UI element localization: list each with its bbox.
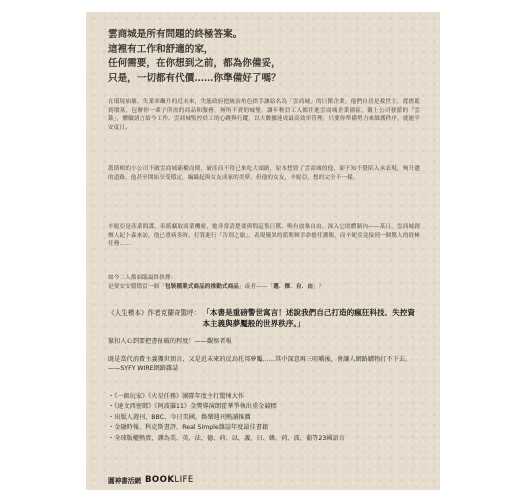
booklife-logo: BOOKLIFE — [144, 475, 194, 485]
accolades-list — [108, 392, 420, 444]
list-item: ・ 金融時報、科克斯書評、Real Simple雜誌年度最佳書籍 — [108, 423, 420, 433]
book-back-cover — [86, 12, 440, 490]
review-quote-1 — [108, 308, 420, 329]
intro-line: 任何需要，在你想到之前，都為你備妥， — [108, 58, 281, 69]
synopsis-paragraph-1: 在環境崩壞、失業率飆升的近未來，失能政府把統治角色拱手讓給名為「雲商城」的巨獸企業，他們自居是救世主，從搖籃到墳墓，包辦你一輩子所需的商品和服務，無所不賣的城堡，讓年輕員工入都住進雲商城企業園區，戴上公司發派的「雲錶」，體驗諸言給今工作、雲商城監控員工的心跳與行蹤，以大數據達成最高效率管理，只要你準備勞力來維護秩序，就能平安度日。 — [108, 99, 420, 131]
choice-option-2: 選．擇．自．由 — [273, 283, 314, 290]
intro-tagline — [108, 28, 428, 86]
review-quote-3: 既是當代消費主義獲世預言，又是近未來的反烏托邦夢魘……其中深意再三咀嚼後，會讓人網路購物打不下去。——SYFY WIRE網路雜誌 — [108, 355, 412, 373]
intro-line: 只是，一切都有代價……你準備好了嗎？ — [108, 72, 281, 84]
quote-text: 「本書是重磅警世寓言！述說我們自己打造的瘋狂科技、失控資本主義與夢魘般的世界秩序。」 — [202, 308, 415, 328]
synopsis-paragraph-3: 辛妮亞是產業間諜，奉派竊取商業機密，她非常清楚要與問這集巨獸，唯有放棄自由，深入它的體制內——某日，雲商城創辦人紀卜森來訪，他已重病多時，打算進行「告別之旅」，表現優異的派斯頓幸命擔任護衛，而辛妮亞竟接到一個驚人的終極任務…… — [108, 224, 420, 248]
review-quote-2: 緊扣人心到要把書扯破的程度！——觀察者報 — [108, 338, 232, 345]
publisher-logo — [108, 475, 194, 485]
intro-line: 這裡有工作和舒適的家， — [108, 43, 214, 55]
review-quotes — [108, 308, 420, 374]
synopsis-paragraph-4 — [108, 274, 420, 291]
list-item: ・ 出版人週刊、BBC、今日美國，娛樂週刊熱讀推薦 — [108, 413, 420, 423]
final-choice-intro: 如今二人都面臨最終抉擇： — [108, 275, 177, 281]
intro-line: 雲商城是所有問題的終極答案。 — [108, 29, 243, 40]
list-item: ・ 全球版權熱賣，譯為美、英、法、德、荷、以、義、日、韓、荷、波、葡等23國語言 — [108, 434, 420, 444]
quote-source: 《人生模本》作者克蘭奇驚呼： — [108, 309, 201, 317]
list-item: ・ 《達文西密碼》《阿波羅11》金獎導演朗霍華爭執出重金競標 — [108, 402, 420, 412]
publisher-name: 圓神書活網 — [108, 477, 141, 485]
final-choice-line: 是要安安穩穩當一個「包裝種業式商品的推動式商品」或者——「選．擇．自．由」？ — [108, 283, 325, 290]
list-item: ・ 《一級玩家》《火星任務》團隊年度主打驚悚大作 — [108, 392, 420, 402]
choice-option-1: 包裝種業式商品的推動式商品 — [164, 283, 239, 290]
synopsis-paragraph-2: 派斯頓的小公司不敵雲商城霸權而倒，破產而不得已來吃大頭路，原本想毀了雲商城的他，卻不知不覺陷入承表現，殉升遷的道路，他甚至開始享受穩定，編織起與女友成家的美夢，但他的女友，辛妮亞，想的完全不一樣。 — [108, 166, 420, 181]
